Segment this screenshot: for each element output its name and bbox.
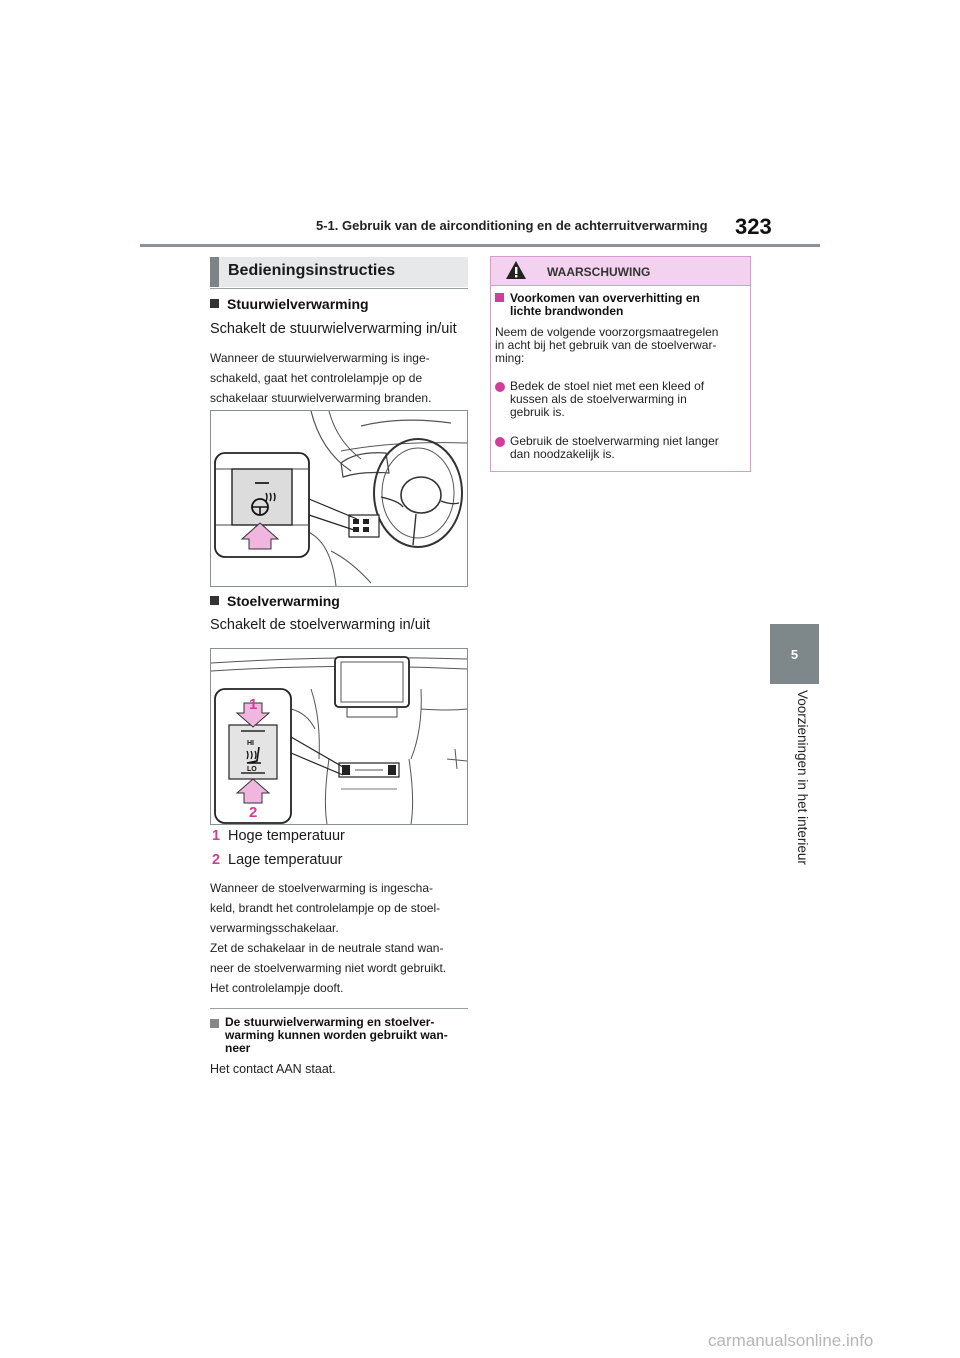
bullet-square-icon — [210, 596, 219, 605]
callout-2-label: 2 — [249, 804, 258, 821]
bullet-square-icon — [495, 293, 504, 302]
section-header: 5-1. Gebruik van de airconditioning en de achterruitverwarming — [316, 218, 708, 233]
steering-description — [210, 348, 470, 408]
section-title: Bedieningsinstructies — [210, 257, 468, 287]
seat-heater-figure — [210, 648, 468, 825]
steering-desc-line: Wanneer de stuurwielverwarming is inge- — [210, 351, 430, 365]
steering-heading: Stuurwielverwarming — [227, 296, 369, 312]
bullet-dot-icon — [495, 437, 505, 447]
chapter-label: Voorzieningen in het interieur — [795, 690, 810, 865]
warning-box — [490, 256, 751, 472]
warning-bullet-line: kussen als de stoelverwarming in — [510, 392, 687, 406]
page-number: 323 — [735, 214, 772, 239]
warning-triangle-icon — [505, 260, 527, 280]
seat-heading-row — [210, 593, 340, 609]
bullet-square-icon — [210, 1019, 219, 1028]
note-text: Het contact AAN staat. — [210, 1062, 336, 1076]
callout-1-label: 1 — [249, 696, 258, 713]
seat-desc-line: keld, brandt het controlelampje op de stoel- — [210, 901, 441, 915]
seat-description-2 — [210, 938, 470, 998]
steering-desc-line: schakeld, gaat het controlelampje op de — [210, 371, 423, 385]
item-number: 2 — [212, 852, 221, 868]
bullet-square-icon — [210, 299, 219, 308]
warning-title: WAARSCHUWING — [547, 265, 651, 279]
item-label: Lage temperatuur — [228, 852, 343, 868]
steering-action: Schakelt de stuurwielverwarming in/uit — [210, 321, 457, 337]
seat-desc-line: Het controlelampje dooft. — [210, 981, 344, 995]
note-rule — [210, 1008, 468, 1009]
warning-header — [491, 257, 750, 286]
seat-action: Schakelt de stoelverwarming in/uit — [210, 617, 431, 633]
steering-heater-figure — [210, 410, 468, 587]
seat-heater-illustration — [211, 649, 467, 824]
item-label: Hoge temperatuur — [228, 828, 345, 844]
note-heading-line: warming kunnen worden gebruikt wan- — [225, 1028, 448, 1042]
lo-label: LO — [247, 766, 257, 773]
warning-bullet-line: dan noodzakelijk is. — [510, 447, 615, 461]
warning-bullet-line: gebruik is. — [510, 405, 565, 419]
warning-heading-line: lichte brandwonden — [510, 304, 624, 318]
note-heading-line: De stuurwielverwarming en stoelver- — [225, 1015, 435, 1029]
warning-bullet-line: Bedek de stoel niet met een kleed of — [510, 379, 705, 393]
seat-desc-line: neer de stoelverwarming niet wordt gebruikt. — [210, 961, 447, 975]
seat-desc-line: Wanneer de stoelverwarming is ingescha- — [210, 881, 433, 895]
list-item — [212, 852, 342, 868]
warning-heading — [510, 292, 700, 318]
warning-bullet-line: Gebruik de stoelverwarming niet langer — [510, 434, 719, 448]
seat-desc-line: Zet de schakelaar in de neutrale stand wan- — [210, 941, 444, 955]
warning-heading-line: Voorkomen van oververhitting en — [510, 291, 700, 305]
warning-bullet — [510, 435, 719, 461]
warning-intro-line: in acht bij het gebruik van de stoelverwar- — [495, 338, 717, 352]
watermark: carmanualsonline.info — [708, 1331, 874, 1350]
list-item — [212, 828, 345, 844]
warning-bullet — [510, 380, 704, 419]
seat-heading: Stoelverwarming — [227, 593, 340, 609]
hi-label: HI — [247, 740, 254, 747]
warning-intro — [495, 326, 718, 365]
chapter-tab[interactable]: 5 — [770, 624, 819, 684]
section-title-rule — [210, 288, 468, 289]
seat-description-1 — [210, 878, 470, 938]
steering-heading-row — [210, 296, 369, 312]
bullet-dot-icon — [495, 382, 505, 392]
item-number: 1 — [212, 828, 221, 844]
note-heading-line: neer — [225, 1041, 251, 1055]
warning-intro-line: ming: — [495, 351, 525, 365]
warning-intro-line: Neem de volgende voorzorgsmaatregelen — [495, 325, 719, 339]
note-heading — [210, 1016, 470, 1055]
seat-desc-line: verwarmingsschakelaar. — [210, 921, 339, 935]
steering-heater-illustration — [211, 411, 467, 586]
steering-desc-line: schakelaar stuurwielverwarming branden. — [210, 391, 432, 405]
header-rule — [140, 244, 820, 247]
